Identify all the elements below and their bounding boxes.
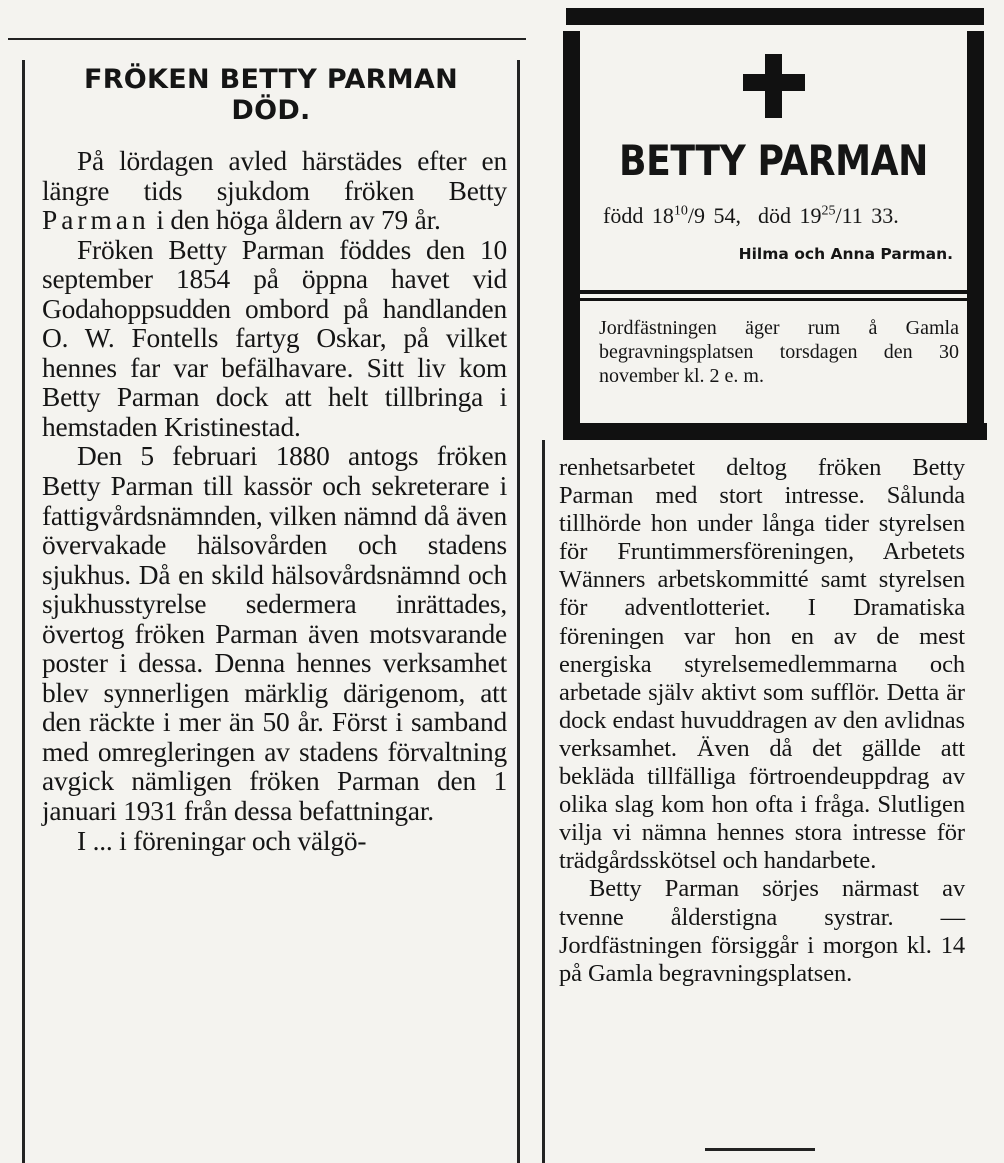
paragraph-1-spaced-name: Parman (42, 205, 150, 236)
paragraph-3: Den 5 februari 1880 antogs fröken Betty Parman till kassör och sekreterare i fattigvårdsnämnden, vilken nämnd då även övervakade hälsovården och stadens sjukhus. Då en skild hälsovårdsnämnd och sjukhusstyrelse sedermera inrättades, övertog fröken Parman även motsvarande poster i dessa. Denna hennes verksamhet blev synnerligen märklig därigenom, att den räckte i mer än 50 år. Först i samband med omregleringen av stadens förvaltning avgick nämligen fröken Parman den 1 januari 1931 från dessa befattningar. (42, 441, 507, 827)
notice-border-right (967, 31, 984, 423)
article-body (25, 147, 517, 856)
paragraph-1 (42, 147, 507, 236)
died-label: död (757, 203, 791, 228)
paragraph-right-1: renhetsarbetet deltog fröken Betty Parman med stort intresse. Sålunda tillhörde hon under långa tider styrelsen för Fruntimmersföreningen, Arbetets Wänners arbetskommitté samt styrelsen för adventlotteriet. I Dramatiska föreningen var hon en av de mest energiska styrelsemedlemmarna och arbetade själv aktivt som sufflör. Detta är dock endast huvuddragen av den avlidnas verksamhet. Även då det gällde att bekläda tillfälliga förtroendeuppdrag av olika slag kom hon ofta i fråga. Slutligen vilja vi nämna hennes stora intresse för trädgårdsskötsel och handarbete. (559, 454, 965, 875)
paragraph-1-text-b: i den höga åldern av 79 år. (149, 205, 441, 236)
notice-border-left (563, 31, 580, 423)
top-rule (8, 38, 526, 40)
notice-family: Hilma och Anna Parman. (738, 245, 953, 263)
notice-name: BETTY PARMAN (619, 136, 928, 185)
article-left-column (22, 60, 520, 1163)
paragraph-2: Fröken Betty Parman föddes den 10 september 1854 på öppna havet vid Godahoppsudden ombord på handlanden O. W. Fontells fartyg Oskar, på vilket hennes far var befälhavare. Sitt liv kom Betty Parman dock att helt tillbringa i hemstaden Kristinestad. (42, 234, 507, 442)
paragraph-1-text-a: På lördagen avled härstädes efter en längre tids sjukdom fröken Betty (42, 146, 507, 206)
end-rule (705, 1148, 815, 1151)
born-rest: /9 54, (687, 203, 741, 228)
cross-icon (743, 54, 805, 118)
headline-line-2: DÖD. (231, 95, 311, 126)
born-label: född (603, 203, 644, 228)
notice-dates (603, 203, 963, 229)
paragraph-4-cut: I ... i föreningar och välgö- (77, 825, 367, 856)
died-rest: /11 33. (835, 203, 899, 228)
headline-line-1: FRÖKEN BETTY PARMAN (83, 64, 459, 95)
article-headline (25, 64, 517, 126)
article-body-continued (545, 454, 973, 988)
death-notice (563, 8, 987, 442)
notice-border-bottom (563, 423, 987, 440)
born-month-sup: 10 (673, 203, 688, 219)
notice-border-top (566, 8, 984, 25)
notice-funeral: Jordfästningen äger rum å Gamla begravningsplatsen torsdagen den 30 november kl. 2 e. m. (599, 317, 959, 387)
article-right-column (542, 440, 973, 1163)
born-day: 18 (651, 203, 674, 228)
notice-divider (580, 290, 967, 301)
paragraph-right-2: Betty Parman sörjes närmast av tvenne ålderstigna systrar. — Jordfästningen försiggår i morgon kl. 14 på Gamla begravningsplatsen. (559, 875, 965, 987)
died-day-sup: 25 (821, 203, 836, 219)
died-day: 19 (799, 203, 822, 228)
